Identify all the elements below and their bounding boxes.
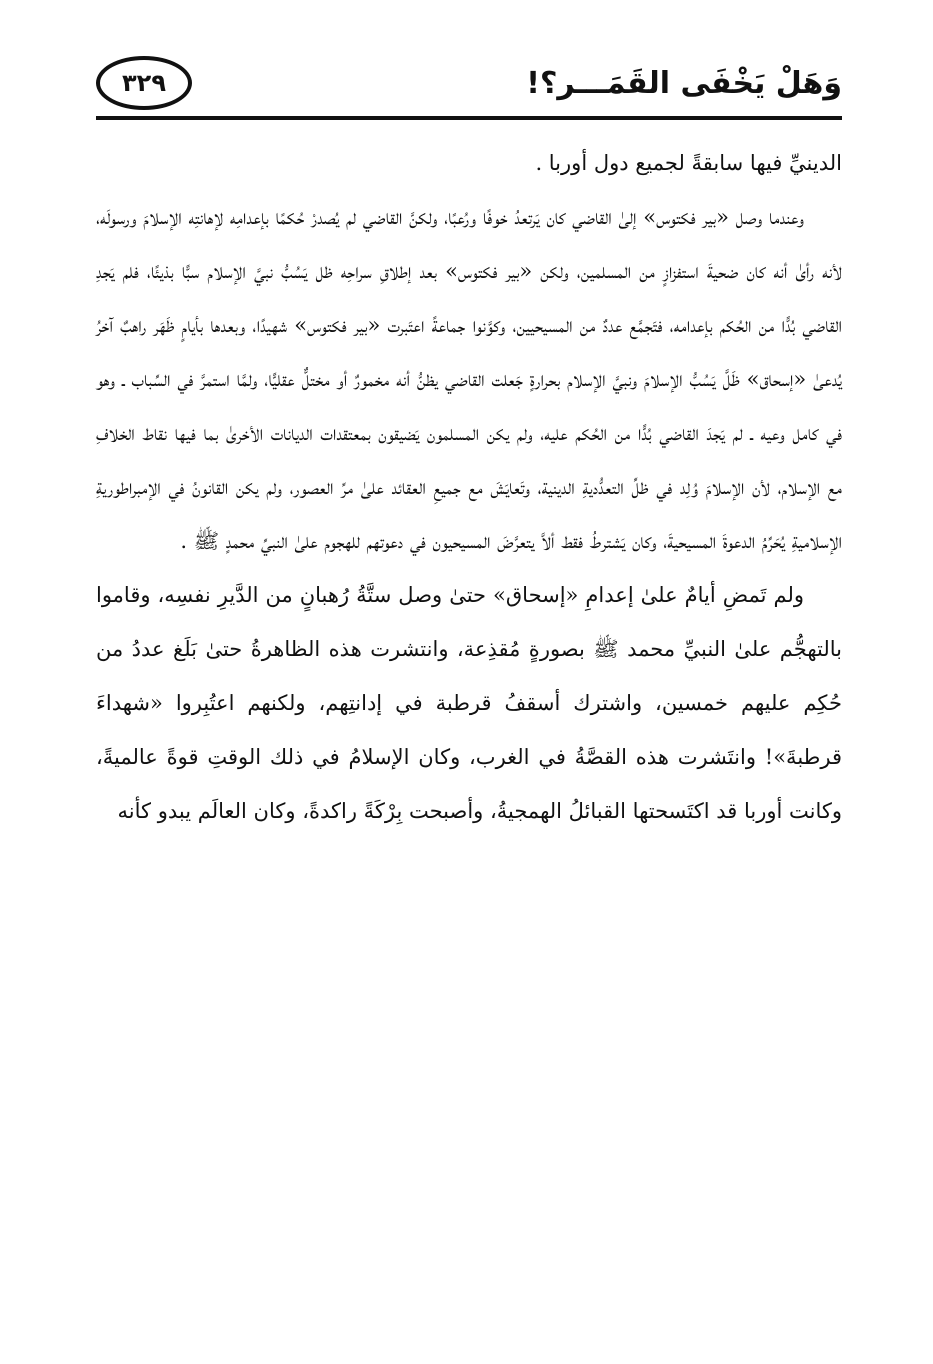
page-number-badge: ٣٢٩ [96,56,192,110]
paragraph-cordoba-martyrs: ولم تَمضِ أيامٌ علىٰ إعدامِ «إسحاق» حتىٰ وصل ستَّةُ رُهبانٍ من الدَّيرِ نفسِه، وقاموا بالتهجُّم علىٰ النبيِّ محمد ﷺ بصورةٍ مُقذِعة، وانتشرت هذه الظاهرةُ حتىٰ بَلَغ عددُ من حُكِم عليهم خمسين، واشترك أسقفُ قرطبة في إدانتِهم، ولكنهم اعتُبِروا «شهداءَ قرطبةَ»! وانتَشرت هذه القصَّةُ في الغرب، وكان الإسلامُ في ذلك الوقتِ قوةً عالميةً، وكانت أوربا قد اكتَسحتها القبائلُ الهمجيةُ، وأصبحت بِرْكَةً راكدةً، وكان العالَم يبدو كأنه [96,583,842,823]
paragraph-continuation: الدينيِّ فيها سابقةً لجميع دول أوربا . [535,151,842,175]
header-rule [96,116,842,120]
page-header [96,56,842,118]
paragraph-bir-fictus: وعندما وصل «بير فكتوس» إلىٰ القاضي كان يَرتعدُ خوفًا ورُعبًا، ولكنَّ القاضي لم يُصدرْ حُكمًا بإعدامِه لإهانتِه الإسلامَ ورسولَه، لأنه رأىٰ أنه كان ضحيةَ استفزازٍ من المسلمين، ولكن «بير فكتوس» بعد إطلاقِ سراحِه ظل يَسُبُّ نبيَّ الإسلام سبًّا بذيئًا، فلم يَجدِ القاضي بُدًّا من الحُكم بإعدامه، فتَجمَّع عددٌ من المسيحيين، وكوَّنوا جماعةً اعتَبرت «بير فكتوس» شهيدًا، وبعدها بأيامٍ ظَهَر راهبٌ آخرُ يُدعىٰ «إسحاق» ظَلَّ يَسُبُّ الإسلامَ ونبيَّ الإسلام بحرارةٍ جَعلت القاضي يظنُّ أنه مخمورٌ أو مختلٌّ عقليًّا، ولمَّا استمرَّ في السِّباب ـ وهو في كامل وعيه ـ لم يَجدَ القاضي بُدًّا من الحُكم عليه، ولم يكن المسلمون يَضيقون بمعتقدات الديانات الأخرىٰ بما فيها نقاط الخلافِ مع الإسلام، لأن الإسلامَ وُلِد في ظلِّ التعدُّديةِ الدينية، وتَعايَشَ مع جميعِ العقائد علىٰ مرِّ العصور، ولم يكن القانونُ في الإمبراطوريةِ الإسلاميةِ يُحَرِّمُ الدعوةَ المسيحيةَ، وكان يَشترطُ فقط ألاَّ يتعرَّضَ المسيحيون في دعوتهم للهجوم علىٰ النبيِّ محمدٍ ﷺ . [96,205,842,553]
body-text [96,136,842,838]
running-title: وَهَلْ يَخْفَى القَمَـــر؟! [526,66,842,101]
